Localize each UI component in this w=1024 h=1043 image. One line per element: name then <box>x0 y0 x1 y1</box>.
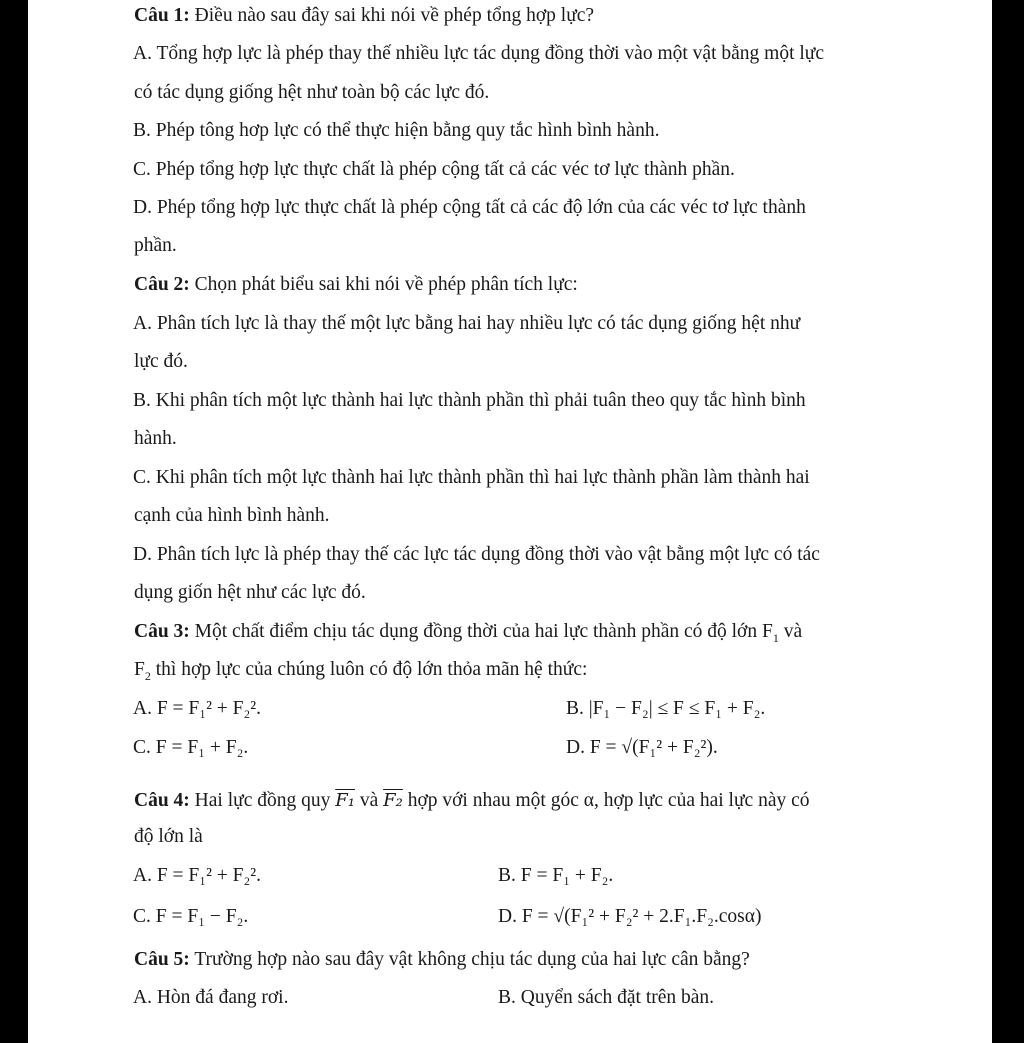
question-1-option-a-cont: có tác dụng giống hệt như toàn bộ các lực đó. <box>134 82 490 103</box>
question-2-option-b: B. Khi phân tích một lực thành hai lực thành phần thì phải tuân theo quy tắc hình bình <box>133 390 806 411</box>
question-5 <box>28 948 992 972</box>
question-4-vector-f1: F₁ <box>335 790 355 811</box>
question-3-line-2 <box>28 658 992 682</box>
question-2-option-c-cont: cạnh của hình bình hành. <box>134 505 330 526</box>
question-3-sub-1: 1 <box>772 630 779 645</box>
question-4-text-b: và <box>359 790 379 811</box>
question-3-text-end: và <box>778 621 803 642</box>
question-4-option-d: D. F = √(F₁² + F₂² + 2.F₁.F₂.cosα) <box>498 906 762 927</box>
question-3-f2: F <box>134 659 145 680</box>
question-2-option-b-cont: hành. <box>134 428 177 449</box>
question-5-option-a: A. Hòn đá đang rơi. <box>133 987 289 1008</box>
question-2-option-a: A. Phân tích lực là thay thế một lực bằng hai hay nhiều lực có tác dụng giống hệt như <box>133 313 801 334</box>
question-4-text-a: Hai lực đồng quy <box>194 790 331 811</box>
question-1-text: Điều nào sau đây sai khi nói về phép tổng hợp lực? <box>194 5 595 26</box>
question-2-label: Câu 2: <box>134 274 190 295</box>
question-4-option-c: C. F = F₁ − F₂. <box>133 906 249 927</box>
question-1-label: Câu 1: <box>134 5 190 26</box>
question-4 <box>28 789 992 813</box>
document-page <box>28 0 992 1043</box>
question-2 <box>28 273 992 297</box>
question-3-option-b: B. |F₁ − F₂| ≤ F ≤ F₁ + F₂. <box>566 698 766 719</box>
question-1-option-d: D. Phép tổng hợp lực thực chất là phép cộng tất cả các độ lớn của các véc tơ lực thành <box>133 197 806 218</box>
question-4-option-a: A. F = F₁² + F₂². <box>133 865 262 886</box>
question-3-sub-2: 2 <box>144 668 151 683</box>
question-1 <box>28 4 992 28</box>
question-3-option-d: D. F = √(F₁² + F₂²). <box>566 737 718 758</box>
question-2-option-d: D. Phân tích lực là phép thay thế các lực tác dụng đồng thời vào vật bằng một lực có tác <box>133 544 820 565</box>
question-5-option-b: B. Quyển sách đặt trên bàn. <box>498 987 715 1008</box>
question-5-label: Câu 5: <box>134 949 190 970</box>
question-2-text: Chọn phát biểu sai khi nói về phép phân tích lực: <box>194 274 578 295</box>
question-2-option-d-cont: dụng giốn hệt như các lực đó. <box>134 582 366 603</box>
question-3 <box>28 620 992 644</box>
question-1-option-d-cont: phần. <box>134 235 177 256</box>
question-3-text-2: thì hợp lực của chúng luôn có độ lớn thỏa mãn hệ thức: <box>150 659 588 680</box>
question-4-vector-f2: F₂ <box>383 790 403 811</box>
question-3-option-a: A. F = F₁² + F₂². <box>133 698 262 719</box>
question-1-option-b: B. Phép tông hơp lực có thể thực hiện bằng quy tắc hình bình hành. <box>133 120 660 141</box>
question-2-option-a-cont: lực đó. <box>134 351 188 372</box>
question-4-option-b: B. F = F₁ + F₂. <box>498 865 614 886</box>
question-4-text-c: hợp với nhau một góc α, hợp lực của hai lực này có <box>407 790 810 811</box>
question-4-label: Câu 4: <box>134 790 190 811</box>
question-1-option-a: A. Tổng hợp lực là phép thay thế nhiều lực tác dụng đồng thời vào một vật bằng một lực <box>133 43 825 64</box>
question-2-option-c: C. Khi phân tích một lực thành hai lực thành phần thì hai lực thành phần làm thành hai <box>133 467 810 488</box>
question-3-option-c: C. F = F₁ + F₂. <box>133 737 249 758</box>
question-1-option-c: C. Phép tổng hợp lực thực chất là phép cộng tất cả các véc tơ lực thành phần. <box>133 159 735 180</box>
question-3-text: Một chất điểm chịu tác dụng đồng thời của hai lực thành phần có độ lớn F <box>194 621 773 642</box>
question-4-line-2: độ lớn là <box>134 826 203 847</box>
question-3-label: Câu 3: <box>134 621 190 642</box>
question-5-text: Trường hợp nào sau đây vật không chịu tác dụng của hai lực cân bằng? <box>194 949 750 970</box>
